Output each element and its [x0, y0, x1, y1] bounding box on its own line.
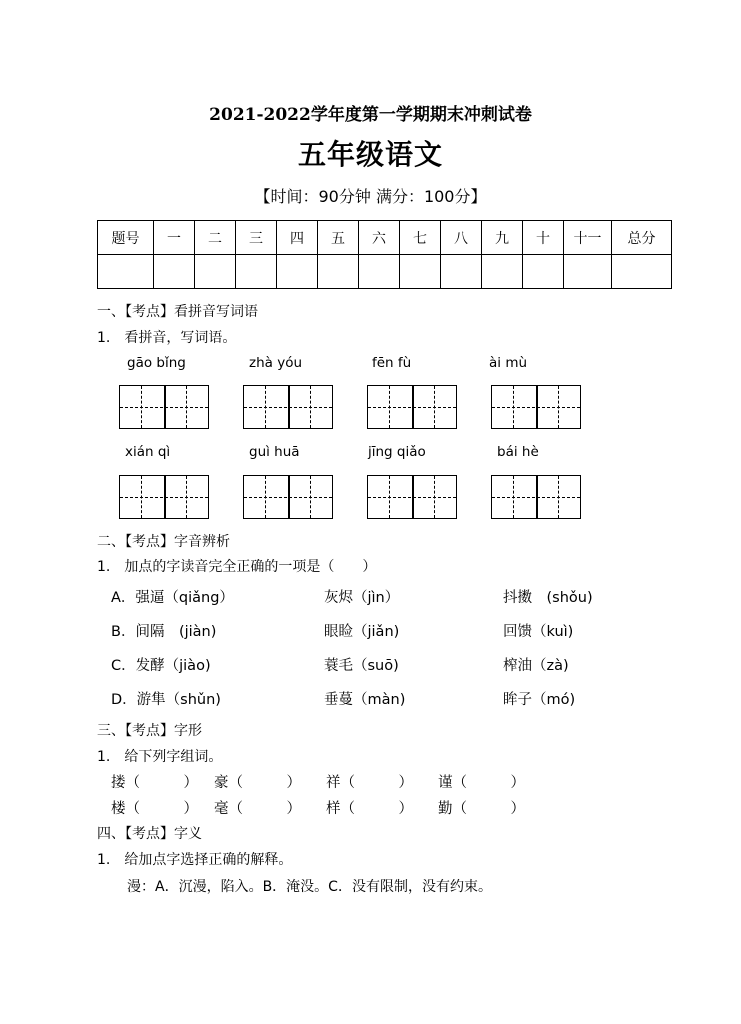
- score-table-entry-row: [98, 255, 672, 289]
- time-score-info: 【时间：90分钟 满分：100分】: [254, 187, 487, 206]
- option-d-word-3: 眸子（mó): [503, 692, 576, 708]
- score-entry-cell[interactable]: [98, 255, 154, 289]
- writing-grid[interactable]: [367, 475, 457, 519]
- exam-title: 2021-2022学年度第一学期期末冲刺试卷: [209, 105, 532, 125]
- char-compound-item: 搂（ ）: [111, 775, 198, 791]
- score-header-cell: 七: [400, 221, 441, 255]
- score-header-cell: 二: [195, 221, 236, 255]
- writing-grid[interactable]: [243, 475, 333, 519]
- option-c-word-2: 蓑毛（suō): [324, 658, 399, 674]
- score-header-cell: 题号: [98, 221, 154, 255]
- char-compound-item: 样（ ）: [326, 801, 413, 817]
- section-1-title: 一、【考点】看拼音写词语: [97, 304, 258, 320]
- writing-grid[interactable]: [119, 475, 209, 519]
- section-2-title: 二、【考点】字音辨析: [97, 534, 230, 550]
- score-entry-cell[interactable]: [441, 255, 482, 289]
- definition-line: 漫：A．沉漫，陷入。B．淹没。C．没有限制，没有约束。: [127, 879, 492, 895]
- score-header-cell: 十一: [564, 221, 612, 255]
- pinyin-label: xián qì: [125, 444, 171, 460]
- writing-grid[interactable]: [119, 385, 209, 429]
- option-b-word-1: B．间隔 (jiàn): [111, 624, 217, 640]
- score-header-cell: 五: [318, 221, 359, 255]
- option-a-word-3: 抖擞 (shǒu): [503, 590, 593, 606]
- option-c-word-3: 榨油（zà): [503, 658, 569, 674]
- pinyin-label: fēn fù: [372, 355, 412, 371]
- score-entry-cell[interactable]: [236, 255, 277, 289]
- writing-grid[interactable]: [491, 385, 581, 429]
- score-header-cell: 三: [236, 221, 277, 255]
- score-header-cell: 十: [523, 221, 564, 255]
- score-entry-cell[interactable]: [482, 255, 523, 289]
- writing-grid[interactable]: [491, 475, 581, 519]
- char-compound-item: 豪（ ）: [214, 775, 301, 791]
- score-entry-cell[interactable]: [195, 255, 236, 289]
- section-1-question: 1. 看拼音，写词语。: [97, 330, 237, 346]
- score-entry-cell[interactable]: [318, 255, 359, 289]
- score-table-header-row: [98, 221, 672, 255]
- option-b-word-3: 回馈（kuì): [503, 624, 574, 640]
- option-b-word-2: 眼睑（jiǎn): [324, 624, 400, 640]
- section-2-question: 1. 加点的字读音完全正确的一项是（ ）: [97, 559, 377, 575]
- score-entry-cell[interactable]: [400, 255, 441, 289]
- option-a-word-2: 灰烬（jìn）: [324, 590, 400, 606]
- pinyin-label: gāo bǐng: [127, 355, 186, 371]
- score-table: [97, 220, 672, 289]
- char-compound-item: 祥（ ）: [326, 775, 413, 791]
- pinyin-label: bái hè: [497, 444, 539, 460]
- char-compound-item: 毫（ ）: [214, 801, 301, 817]
- score-header-cell: 总分: [612, 221, 672, 255]
- score-header-cell: 九: [482, 221, 523, 255]
- score-header-cell: 八: [441, 221, 482, 255]
- score-entry-cell[interactable]: [359, 255, 400, 289]
- score-entry-cell[interactable]: [564, 255, 612, 289]
- char-compound-item: 勤（ ）: [438, 801, 525, 817]
- section-3-title: 三、【考点】字形: [97, 723, 202, 739]
- score-header-cell: 六: [359, 221, 400, 255]
- option-d-word-1: D．游隼（shǔn): [111, 692, 221, 708]
- score-entry-cell[interactable]: [154, 255, 195, 289]
- pinyin-label: ài mù: [489, 355, 528, 371]
- score-entry-cell[interactable]: [612, 255, 672, 289]
- score-header-cell: 一: [154, 221, 195, 255]
- writing-grid[interactable]: [367, 385, 457, 429]
- section-3-question: 1. 给下列字组词。: [97, 749, 223, 765]
- score-entry-cell[interactable]: [277, 255, 318, 289]
- subject-title: 五年级语文: [297, 138, 443, 171]
- option-a-word-1: A．强逼（qiǎng）: [111, 590, 234, 606]
- section-4-question: 1. 给加点字选择正确的解释。: [97, 852, 293, 868]
- option-c-word-1: C．发酵（jiào): [111, 658, 211, 674]
- char-compound-item: 楼（ ）: [111, 801, 198, 817]
- writing-grid[interactable]: [243, 385, 333, 429]
- pinyin-label: zhà yóu: [249, 355, 303, 371]
- section-4-title: 四、【考点】字义: [97, 826, 202, 842]
- score-header-cell: 四: [277, 221, 318, 255]
- char-compound-item: 谨（ ）: [438, 775, 525, 791]
- score-entry-cell[interactable]: [523, 255, 564, 289]
- pinyin-label: jīng qiǎo: [368, 444, 426, 460]
- option-d-word-2: 垂蔓（màn): [324, 692, 406, 708]
- pinyin-label: guì huā: [249, 444, 300, 460]
